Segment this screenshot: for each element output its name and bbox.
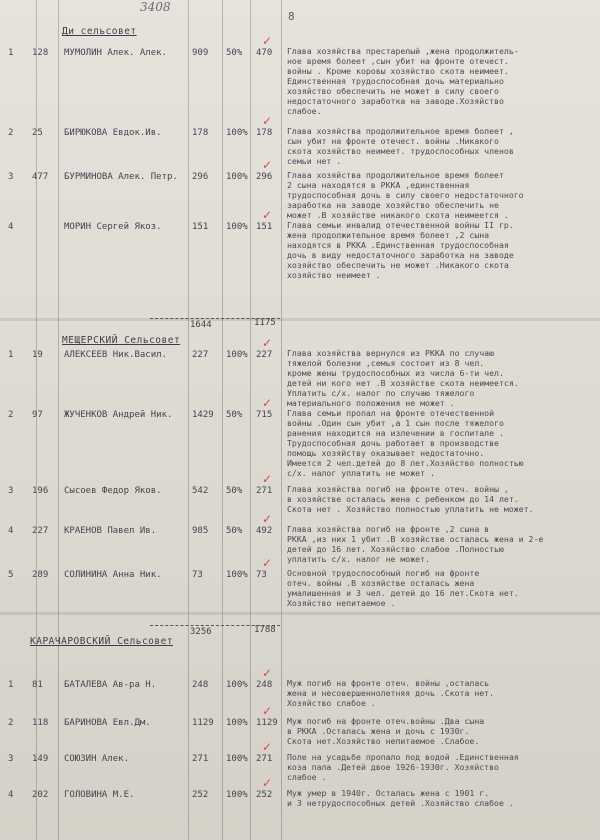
row-number: 3 <box>8 754 14 764</box>
council-heading: МЕЩЕРСКИЙ Сельсовет <box>62 335 181 346</box>
relief-percent: 100% <box>226 754 248 764</box>
person-name: ГОЛОВИНА М.Е. <box>64 790 135 800</box>
person-name: СОЮЗИН Алек. <box>64 754 130 764</box>
row-number: 4 <box>8 526 14 536</box>
column-rule <box>250 0 251 840</box>
subtotal-assessed: 3256 <box>190 627 212 637</box>
amount-relief: 296 <box>256 172 273 182</box>
record-id: 227 <box>32 526 49 536</box>
council-heading: КАРАЧАРОВСКИЙ Сельсовет <box>30 636 174 647</box>
reason-text: Муж умер в 1940г. Осталась жена с 1901 г. и 3 нетрудоспособных детей .Хозяйство слабое . <box>287 788 514 808</box>
amount-relief: 252 <box>256 790 273 800</box>
column-rule <box>281 0 282 840</box>
row-number: 4 <box>8 222 14 232</box>
person-name: КРАЕНОВ Павел Ив. <box>64 526 157 536</box>
person-name: МОРИН Сергей Якоз. <box>64 222 162 232</box>
reason-text: Глава хозяйства продолжительное время болеет , сын убит на фронте отечест. войны .Никакого скота хозяйство неимеет. трудоспособных членов семьи нет . <box>287 126 514 166</box>
amount-relief: 492 <box>256 526 273 536</box>
amount-assessed: 178 <box>192 128 209 138</box>
relief-percent: 100% <box>226 790 248 800</box>
person-name: МУМОЛИН Алек. Алек. <box>64 48 167 58</box>
amount-assessed: 252 <box>192 790 209 800</box>
row-number: 3 <box>8 486 14 496</box>
amount-assessed: 73 <box>192 570 203 580</box>
relief-percent: 50% <box>226 526 243 536</box>
fold-line <box>0 318 600 321</box>
person-name: Сысоев Федор Яков. <box>64 486 162 496</box>
reason-text: Глава хозяйства погиб на фронте ,2 сына в РККА ,из них 1 убит .В хозяйстве осталась жена и 2-е детей до 16 лет. Хозяйство слабое .Полностью уплатить с/х. налог не может. <box>287 524 544 564</box>
amount-relief: 271 <box>256 486 273 496</box>
check-mark-icon: ✓ <box>262 158 273 172</box>
column-rule <box>36 0 37 840</box>
reason-text: Глава хозяйства престарелый ,жена продолжитель- ное время болеет ,сын убит на фронте отечест. войны . Кроме коровы хозяйство скота неимеет. Единственная трудоспособная дочь материально хозяйство обеспечить не может в силу своего недостаточного заработка на заводе.Хозяйство слабое. <box>287 46 519 116</box>
amount-assessed: 227 <box>192 350 209 360</box>
check-mark-icon: ✓ <box>262 776 273 790</box>
relief-percent: 50% <box>226 48 243 58</box>
amount-assessed: 248 <box>192 680 209 690</box>
row-number: 1 <box>8 680 14 690</box>
row-number: 2 <box>8 410 14 420</box>
amount-relief: 470 <box>256 48 273 58</box>
reason-text: Муж погиб на фронте отеч.войны .Два сына в РККА .Осталась жена и дочь с 1930г. Скота нет.Хозяйство непитаемое .Слабое. <box>287 716 485 746</box>
amount-relief: 151 <box>256 222 273 232</box>
reason-text: Глава семьи инвалид отечественной войны II гр. жена продолжительное время болеет ,2 сына находятся в РККА .Единственная трудоспособная дочь в виду недостаточного заработка на заводе хозяйство обеспечить не может .Никакого скота хозяйство неимеет . <box>287 220 514 280</box>
record-id: 289 <box>32 570 49 580</box>
subtotal-relief: 1175 <box>254 318 276 328</box>
row-number: 2 <box>8 128 14 138</box>
relief-percent: 100% <box>226 718 248 728</box>
page-mark: 8 <box>288 10 295 23</box>
relief-percent: 100% <box>226 570 248 580</box>
relief-percent: 100% <box>226 128 248 138</box>
row-number: 1 <box>8 48 14 58</box>
record-id: 118 <box>32 718 49 728</box>
amount-relief: 227 <box>256 350 273 360</box>
council-heading: Ди сельсовет <box>62 26 137 37</box>
check-mark-icon: ✓ <box>262 472 273 486</box>
record-id: 25 <box>32 128 43 138</box>
person-name: БАРИНОВА Евл.Дм. <box>64 718 151 728</box>
check-mark-icon: ✓ <box>262 666 273 680</box>
check-mark-icon: ✓ <box>262 704 273 718</box>
record-id: 19 <box>32 350 43 360</box>
reason-text: Поле на усадьбе пропало под водой .Единственная коза пала .Детей двое 1926-1930г. Хозяйство слабое . <box>287 752 519 782</box>
record-id: 477 <box>32 172 49 182</box>
relief-percent: 100% <box>226 172 248 182</box>
amount-relief: 178 <box>256 128 273 138</box>
row-number: 1 <box>8 350 14 360</box>
amount-assessed: 985 <box>192 526 209 536</box>
check-mark-icon: ✓ <box>262 114 273 128</box>
person-name: ЖУЧЕНКОВ Андрей Ник. <box>64 410 173 420</box>
relief-percent: 100% <box>226 222 248 232</box>
amount-assessed: 296 <box>192 172 209 182</box>
person-name: АЛЕКСЕЕВ Ник.Васил. <box>64 350 167 360</box>
amount-assessed: 1129 <box>192 718 214 728</box>
column-rule <box>222 0 223 840</box>
record-id: 81 <box>32 680 43 690</box>
reason-text: Глава хозяйства продолжительное время болеет 2 сына находятся в РККА ,единственная трудоспособная дочь в силу своего недостаточного заработка на заводе хозяйство обеспечить не может .В хозяйстве никакого скота неимеется . <box>287 170 524 220</box>
reason-text: Глава семьи пропал на фронте отечественной войны .Один сын убит ,а 1 сын после тяжелого ранения находится на излечении в госпитале . Трудоспособная дочь работает в производстве помощь хозяйству оказывает недостаточно. Имеется 2 чел.детей до 8 лет.Хозяйство полностью с/х. налог уплатить не может . <box>287 408 524 478</box>
amount-assessed: 542 <box>192 486 209 496</box>
check-mark-icon: ✓ <box>262 396 273 410</box>
handwritten-number: 3408 <box>140 0 171 14</box>
check-mark-icon: ✓ <box>262 556 273 570</box>
check-mark-icon: ✓ <box>262 34 273 48</box>
amount-relief: 73 <box>256 570 267 580</box>
person-name: СОЛИНИНА Анна Ник. <box>64 570 162 580</box>
check-mark-icon: ✓ <box>262 336 273 350</box>
fold-line <box>0 612 600 615</box>
check-mark-icon: ✓ <box>262 208 273 222</box>
person-name: БУРМИНОВА Алек. Петр. <box>64 172 178 182</box>
amount-assessed: 271 <box>192 754 209 764</box>
person-name: БИРЮКОВА Евдок.Ив. <box>64 128 162 138</box>
reason-text: Основной трудоспособный погиб на фронте отеч. войны .В хозяйстве осталась жена умалишенная и 3 чел. детей до 16 лет.Скота нет. Хозяйство непитаемое . <box>287 568 519 608</box>
amount-relief: 715 <box>256 410 273 420</box>
reason-text: Глава хозяйства погиб на фронте отеч. войны , в хозяйстве осталась жена с ребенком до 14 лет. Скота нет . Хозяйство полностью уплатить не может. <box>287 484 534 514</box>
amount-assessed: 1429 <box>192 410 214 420</box>
amount-relief: 248 <box>256 680 273 690</box>
reason-text: Муж погиб на фронте отеч. войны ,осталась жена и несовершеннолетняя дочь .Скота нет. Хозяйство слабое . <box>287 678 495 708</box>
relief-percent: 50% <box>226 410 243 420</box>
row-number: 2 <box>8 718 14 728</box>
subtotal-relief: 1788 <box>254 625 276 635</box>
row-number: 4 <box>8 790 14 800</box>
column-rule <box>188 0 189 840</box>
reason-text: Глава хозяйства вернулся из РККА по случаю тяжелой болезни ,семья состоит из 8 чел. кроме жены трудоспособных из числа 6-ти чел. детей ни кого нет .В хозяйстве скота неимеется. Уплатить с/х. налог по случаю тяжелого материального положения не может . <box>287 348 519 408</box>
check-mark-icon: ✓ <box>262 740 273 754</box>
amount-relief: 1129 <box>256 718 278 728</box>
record-id: 196 <box>32 486 49 496</box>
amount-relief: 271 <box>256 754 273 764</box>
person-name: БАТАЛЕВА Ав-ра Н. <box>64 680 157 690</box>
relief-percent: 100% <box>226 350 248 360</box>
row-number: 3 <box>8 172 14 182</box>
subtotal-assessed: 1644 <box>190 320 212 330</box>
check-mark-icon: ✓ <box>262 512 273 526</box>
row-number: 5 <box>8 570 14 580</box>
record-id: 128 <box>32 48 49 58</box>
column-rule <box>58 0 59 840</box>
relief-percent: 100% <box>226 680 248 690</box>
amount-assessed: 151 <box>192 222 209 232</box>
record-id: 97 <box>32 410 43 420</box>
record-id: 202 <box>32 790 49 800</box>
record-id: 149 <box>32 754 49 764</box>
relief-percent: 50% <box>226 486 243 496</box>
amount-assessed: 909 <box>192 48 209 58</box>
